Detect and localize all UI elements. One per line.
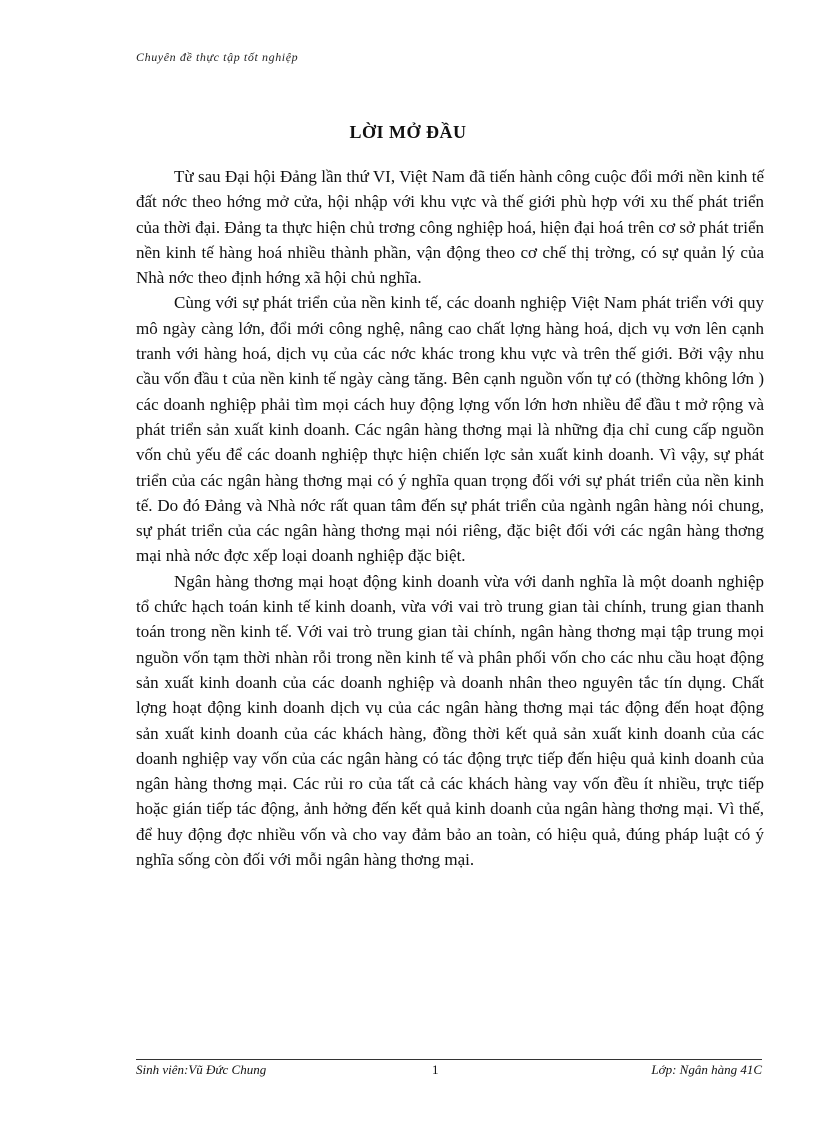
footer-divider: [136, 1059, 762, 1060]
paragraph-3: Ngân hàng thơng mại hoạt động kinh doanh vừa với danh nghĩa là một doanh nghiệp tổ chức hạch toán kinh tế kinh doanh, vừa với vai trò trung gian tài chính, trung gian thanh toán trong nền kinh tế. Với vai trò trung gian tài chính, ngân hàng thơng mại tập trung mọi nguồn vốn tạm thời nhàn rỗi trong nền kinh tế và phân phối vốn cho các nhu cầu hoạt động sản xuất kinh doanh của các doanh nghiệp và doanh nhân theo nguyên tắc tín dụng. Chất lợng hoạt động kinh doanh dịch vụ của các ngân hàng thơng mại tác động đến hoạt động sản xuất kinh doanh của các khách hàng, đồng thời kết quả sản xuất kinh doanh của các doanh nghiệp vay vốn của các ngân hàng có tác động trực tiếp đến hiệu quả kinh doanh của ngân hàng thơng mại. Các rủi ro của tất cả các khách hàng vay vốn đều ít nhiều, trực tiếp hoặc gián tiếp tác động, ảnh hởng đến kết quả kinh doanh của ngân hàng thơng mại. Vì thế, để huy động đợc nhiều vốn và cho vay đảm bảo an toàn, có hiệu quả, đúng pháp luật có ý nghĩa sống còn đối với mỗi ngân hàng thơng mại.: [136, 571, 764, 870]
page-title: LỜI MỞ ĐẦU: [349, 122, 467, 142]
document-body: [136, 164, 764, 872]
paragraph-1: Từ sau Đại hội Đảng lần thứ VI, Việt Nam đã tiến hành công cuộc đổi mới nền kinh tế đất nớc theo hớng mở cửa, hội nhập với khu vực và thế giới phù hợp với xu thế phát triển của thời đại. Đảng ta thực hiện chủ trơng công nghiệp hoá, hiện đại hoá trên cơ sở phát triển nền kinh tế hàng hoá nhiều thành phần, vận động theo cơ chế thị trờng, có sự quản lý của Nhà nớc theo định hớng xã hội chủ nghĩa.: [136, 167, 764, 288]
footer-class-name: Lớp: Ngân hàng 41C: [651, 1062, 762, 1077]
page-number: 1: [432, 1062, 439, 1077]
paragraph-2: Cùng với sự phát triển của nền kinh tế, các doanh nghiệp Việt Nam phát triển với quy mô ngày càng lớn, đổi mới công nghệ, nâng cao chất lợng hàng hoá, dịch vụ vơn lên cạnh tranh với hàng hoá, dịch vụ của các nớc khác trong khu vực và trên thế giới. Bởi vậy nhu cầu vốn đầu t của nền kinh tế ngày càng tăng. Bên cạnh nguồn vốn tự có (thờng không lớn ) các doanh nghiệp phải tìm mọi cách huy động lợng vốn lớn hơn nhiều để đầu t mở rộng và phát triển sản xuất kinh doanh. Các ngân hàng thơng mại là những địa chỉ cung cấp nguồn vốn chủ yếu để các doanh nghiệp thực hiện chiến lợc sản xuất kinh doanh. Vì vậy, sự phát triển của các ngân hàng thơng mại có ý nghĩa quan trọng đối với sự phát triển của nền kinh tế. Do đó Đảng và Nhà nớc rất quan tâm đến sự phát triển của ngành ngân hàng nói chung, sự phát triển của các ngân hàng thơng mại nói riêng, đặc biệt đối với các ngân hàng thơng mại nhà nớc đợc xếp loại doanh nghiệp đặc biệt.: [136, 293, 764, 566]
footer-student-name: Sinh viên:Vũ Đức Chung: [136, 1062, 267, 1077]
running-header: Chuyên đề thực tập tốt nghiệp: [136, 50, 299, 64]
